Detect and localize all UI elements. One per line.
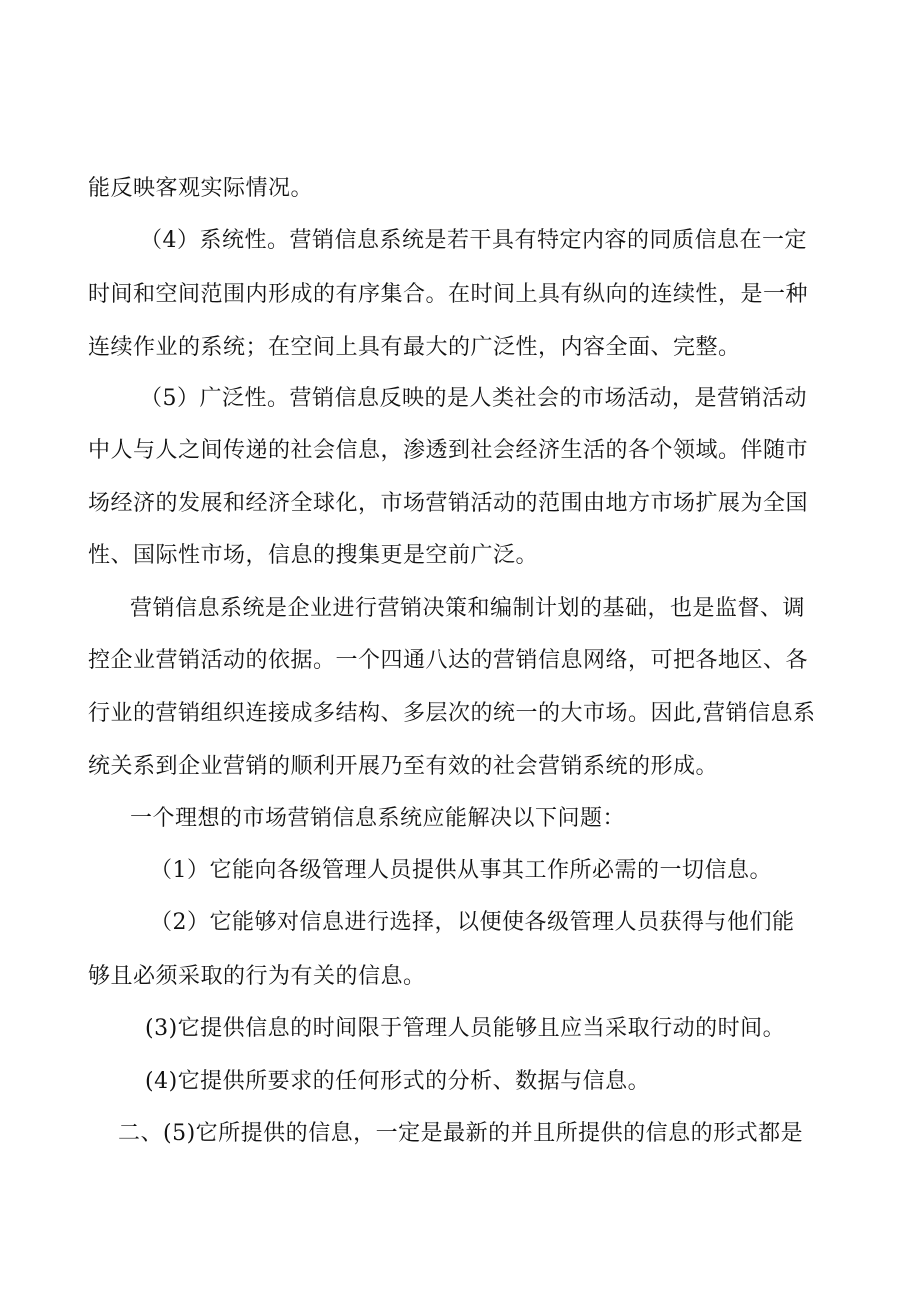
text-line-15: （2）它能够对信息进行选择，以便使各级管理人员获得与他们能 [150, 910, 795, 935]
text-line-16: 够且必须采取的行为有关的信息。 [88, 964, 426, 989]
text-line-7: 场经济的发展和经济全球化，市场营销活动的范围由地方市场扩展为全国 [88, 491, 809, 516]
text-line-17: (3)它提供信息的时间限于管理人员能够且应当采取行动的时间。 [145, 1016, 786, 1041]
text-line-18: (4)它提供所要求的任何形式的分析、数据与信息。 [145, 1069, 651, 1094]
text-line-11: 行业的营销组织连接成多结构、多层次的统一的大市场。因此,营销信息系 [88, 701, 816, 726]
text-line-6: 中人与人之间传递的社会信息，渗透到社会经济生活的各个领域。伴随市 [88, 438, 809, 463]
text-line-8: 性、国际性市场，信息的搜集更是空前广泛。 [88, 543, 539, 568]
text-line-9: 营销信息系统是企业进行营销决策和编制计划的基础，也是监督、调 [130, 596, 806, 621]
text-line-5: （5）广泛性。营销信息反映的是人类社会的市场活动，是营销活动 [140, 386, 807, 411]
text-line-3: 时间和空间范围内形成的有序集合。在时间上具有纵向的连续性，是一种 [88, 282, 809, 307]
text-line-13: 一个理想的市场营销信息系统应能解决以下问题： [130, 806, 626, 831]
text-line-14: （1）它能向各级管理人员提供从事其工作所必需的一切信息。 [150, 858, 772, 883]
text-line-19: 二、(5)它所提供的信息，一定是最新的并且所提供的信息的形式都是 [118, 1121, 804, 1146]
text-line-10: 控企业营销活动的依据。一个四通八达的营销信息网络，可把各地区、各 [88, 648, 809, 673]
text-line-1: 能反映客观实际情况。 [88, 176, 314, 201]
text-line-12: 统关系到企业营销的顺利开展乃至有效的社会营销系统的形成。 [88, 754, 719, 779]
text-line-4: 连续作业的系统；在空间上具有最大的广泛性，内容全面、完整。 [88, 335, 741, 360]
text-line-2: （4）系统性。营销信息系统是若干具有特定内容的同质信息在一定 [140, 228, 807, 253]
